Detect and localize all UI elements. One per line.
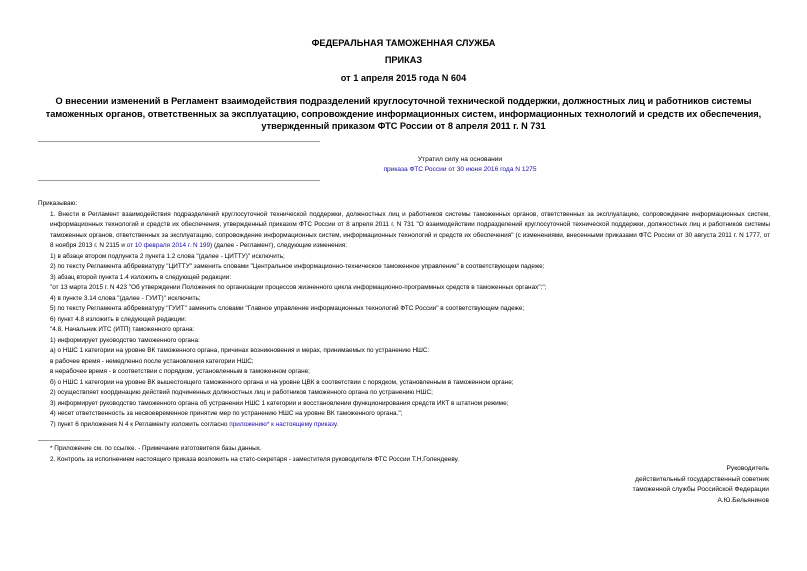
list-item: 3) абзац второй пункта 1.4 изложить в следующей редакции: <box>50 273 231 281</box>
document-title: О внесении изменений в Регламент взаимодействия подразделений круглосуточной технической поддержки, должностных лиц и работников системы таможенных органов, ответственных за эксплуатацию, сопровождение информационных систем, информационных технологий и средств их обеспечения, утвержденный приказом ФТС России от 8 апреля 2011 г. N 731 <box>45 96 762 132</box>
footnote-divider <box>38 440 90 441</box>
list-item: 1) в абзаце втором подпункта 2 пункта 1.2 слова "(далее - ЦИТТУ)" исключить; <box>50 252 285 260</box>
list-item: 2) по тексту Регламента аббревиатуру "ЦИТТУ" заменить словами "Центральное информационно-техническое таможенное управление" в соответствующем падеже; <box>50 263 545 270</box>
document-type: ПРИКАЗ <box>384 55 423 65</box>
order-body-end <box>38 444 770 465</box>
list-item: 4) в пункте 3.14 слова "(далее - ГУИТ)" исключить; <box>50 294 201 302</box>
agency-name: ФЕДЕРАЛЬНАЯ ТАМОЖЕННАЯ СЛУЖБА <box>311 38 496 48</box>
list-item: 4) несет ответственность за несвоевременное принятие мер по устранению НШС на уровне ВК таможенного органа."; <box>50 410 403 417</box>
list-item: а) о НШС 1 категории на уровне ВК таможенного органа, причинах возникновения и мерах, принимаемых по устранению НШС: <box>50 347 430 354</box>
signature-service: таможенной службы Российской Федерации <box>632 486 769 493</box>
list-item: "от 13 марта 2015 г. N 423 "Об утверждении Положения по организации процессов жизненного цикла информационно-программных средств в таможенных органах";"; <box>50 284 547 291</box>
repeal-order-link[interactable]: приказа ФТС России от 30 июня 2016 года N 1275 <box>383 166 537 173</box>
order-199-link[interactable]: от 10 февраля 2014 г. N 199 <box>126 242 211 249</box>
footnote: * Приложение см. по ссылке. - Примечание изготовителя базы данных. <box>50 445 262 452</box>
signature-name: А.Ю.Бельянинов <box>717 496 769 504</box>
document-date-number: от 1 апреля 2015 года N 604 <box>340 73 467 83</box>
list-item: б) о НШС 1 категории на уровне ВК вышестоящего таможенного органа и на уровне ЦВК в соответствии с порядком, установленным в таможенном органе; <box>50 378 514 386</box>
list-item: "4.8. Начальник ИТС (ИТП) таможенного органа: <box>50 326 195 333</box>
paragraph-2: 2. Контроль за исполнением настоящего приказа возложить на статс-секретаря - заместителя руководителя ФТС России Т.Н.Голендееву. <box>50 455 459 463</box>
status-note-text: Утратил силу на основании <box>417 156 503 163</box>
list-item: 6) пункт 4.8 изложить в следующей редакции: <box>50 315 187 323</box>
list-item: 5) по тексту Регламента аббревиатуру "ГУИТ" заменить словами "Главное управление информационных технологий ФТС России" в соответствующем падеже; <box>50 305 525 312</box>
list-item: 2) осуществляет координацию действий подчиненных должностных лиц и работников таможенного органа по устранению НШС; <box>50 389 433 396</box>
signature-title: Руководитель <box>726 465 769 472</box>
paragraph-1: 1. Внести в Регламент взаимодействия подразделений круглосуточной технической поддержки, должностных лиц и работников системы таможенных органов, ответственных за эксплуатацию, сопровождение информационных систем, информационных технологий и средств их обеспечения, утвержденный приказом ФТС России от 8 апреля 2011 г. N 731 "О взаимодействии подразделений круглосуточной технической поддержки, должностных лиц и работников системы таможенных органов, ответственных за эксплуатацию, сопровождение информационных систем, информационных технологий и средств их обеспечения" (с изменениями, внесенными приказами ФТС России от 30 августа 2011 г. N 1777, от 8 ноября 2013 г. N 2115 и от 10 февраля 2014 г. N 199) (далее - Регламент), следующие изменения: <box>50 210 770 249</box>
list-item: в рабочее время - немедленно после установления категории НШС; <box>50 357 254 365</box>
list-item: 3) информирует руководство таможенного органа об устранении НШС 1 категории и восстановлении функционирования средств ИКТ в штатном режиме; <box>50 399 509 407</box>
list-item-7: 7) пункт 6 приложения N 4 к Регламенту изложить согласно приложению* к настоящему приказу. <box>50 420 339 428</box>
appendix-link[interactable]: приложению* к настоящему приказу <box>229 420 337 428</box>
list-item: в нерабочее время - в соответствии с порядком, установленным в таможенном органе; <box>50 368 310 375</box>
signature-block <box>633 464 769 506</box>
intro-text: Приказываю: <box>38 200 78 207</box>
order-body <box>38 199 770 430</box>
status-note-link-row <box>290 165 630 175</box>
signature-rank: действительный государственный советник <box>635 475 769 483</box>
list-item: 1) информирует руководство таможенного органа: <box>50 336 200 344</box>
divider-bottom <box>38 180 320 181</box>
divider-top <box>38 141 320 142</box>
